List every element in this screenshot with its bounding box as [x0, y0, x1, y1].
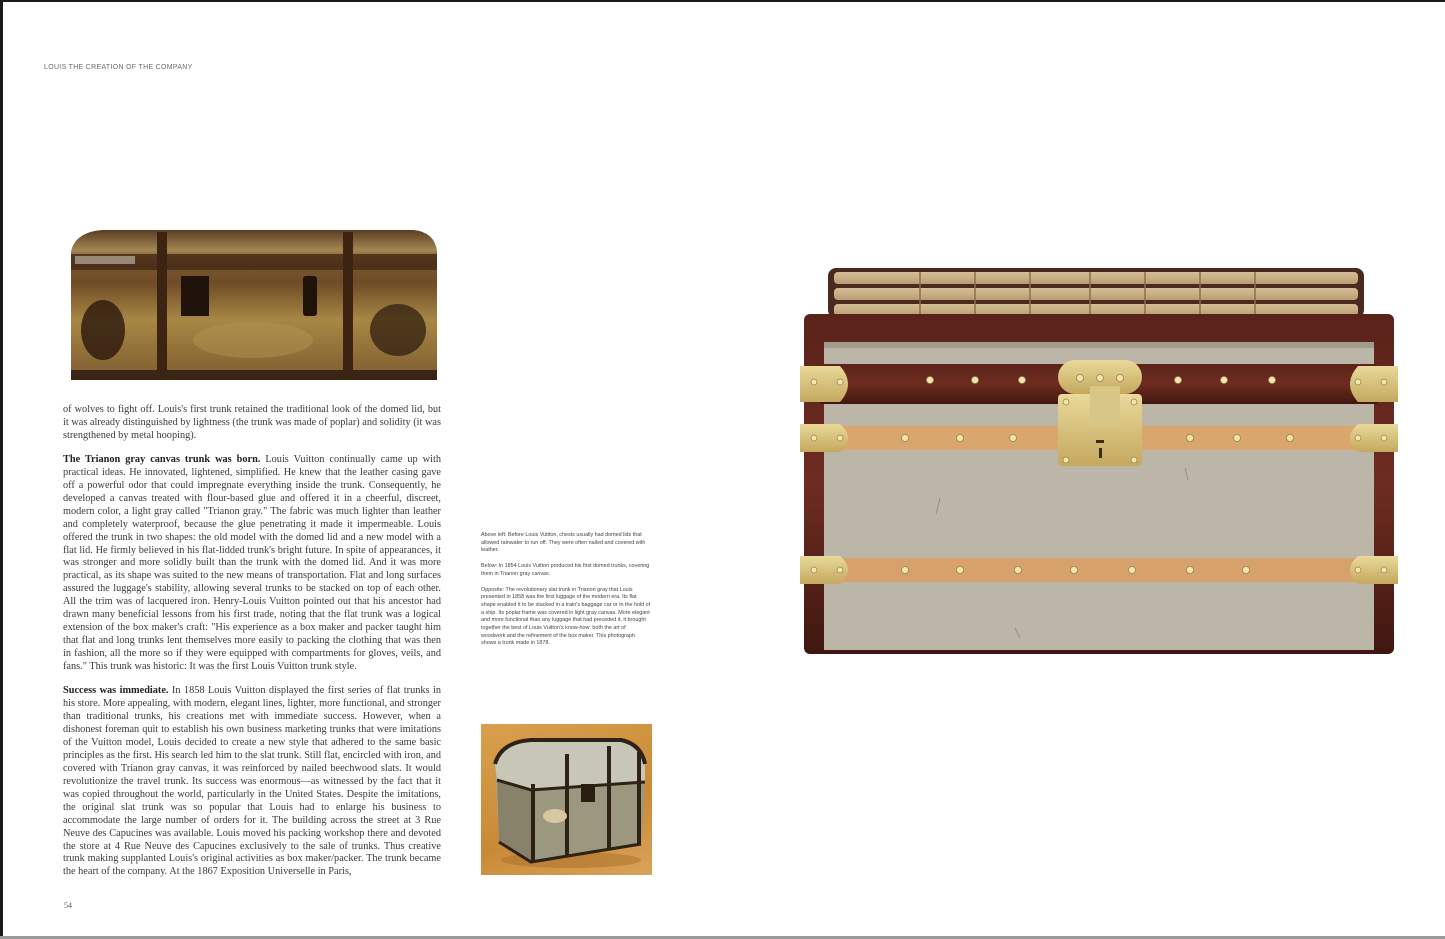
paragraph-text: Louis Vuitton continually came up with practical ideas. He innovated, lightened, simplified. He knew that the leather casing gave off a powerful odor that could impregnate everything inside the trunk. Consequently, he developed a canvas treated with flour-based glue and offered it in a cheerful, discreet, modern color, a light gray called "Trianon gray." The fabric was much lighter than leather and completely waterproof, because the glue penetrating it made it impermeable. Louis offered the trunk in two shapes: the old model with the domed lid and a new model with a flat lid. He firmly believed in his flat-lidded trunk's bright future. In spite of appearances, it was stronger and more solidly built than the trunk with the domed lid. And it was more practical, as its shape was suited to the new means of transportation. Flat and long surfaces assured the luggage's stability, allowing several trunks to be stacked on top of each other. All the trim was of lacquered iron. Henry-Louis Vuitton pointed out that his ancestor had drawn many beneficial lessons from his first trade, noting that the flat trunk was a logical extension of the box maker's craft: "His experience as a box maker and packer taught him that flat and long trunks lent themselves more easily to packing the clothing that was then in fashion, all the more so if they were equipped with compartments for gloves, veils, and fans." This trunk was historic: It was the first Louis Vuitton trunk style.	[63, 453, 441, 673]
page-edge-top	[0, 0, 1445, 2]
page-number: 54	[64, 901, 72, 910]
caption-below: Below: In 1854 Louis Vuitton produced his first domed trunks, covering them in Trianon gray canvas.	[481, 563, 650, 577]
page-edge-left	[0, 0, 3, 939]
paragraph-lead: Success was immediate.	[63, 685, 169, 697]
paragraph-lead: The Trianon gray canvas trunk was born.	[63, 453, 261, 465]
paragraph-text: In 1858 Louis Vuitton displayed the first series of flat trunks in his store. More appealing, with modern, elegant lines, lighter, more functional, and stronger than traditional trunks, his creations met with immediate success. However, when a dishonest foreman quit to establish his own business marketing trunks that were imitations of the Vuitton model, Louis decided to create a new style that adhered to the same basic principles as the first. His search led him to the slat trunk. Still flat, encircled with iron, and covered with Trianon gray canvas, it was reinforced by nailed beechwood slats. It would revolutionize the travel trunk. Its success was enormous—as witnessed by the fact that it was copied throughout the world, particularly in the United States. Despite the imitations, the original slat trunk was so popular that Louis had to enlarge his business to accommodate the large number of orders for it. The building across the street at 3 Rue Neuve des Capucines was available. Louis moved his packing workshop there and devoted the store at 4 Rue Neuve des Capucines exclusively to the sale of trunks. Thus creative trunk making supplanted Louis's original activities as box maker/packer. The trunk became the heart of the company. At the 1867 Exposition Universelle in Paris,	[63, 685, 441, 878]
caption-opposite: Opposite: The revolutionary slat trunk in Trianon gray that Louis presented in 1858 was the first luggage of the modern era. Its flat shape enabled it to be stacked in a train's baggage car or in the hold of a ship. Its poplar frame was covered in light gray canvas. More elegant and more functional than any luggage that had preceded it, it brought together the best of Louis Vuitton's know-how: both the art of woodwork and the refinement of the box maker. This photograph shows a trunk made in 1878.	[481, 586, 651, 647]
caption-above-left: Above left: Before Louis Vuitton, chests usually had domed lids that allowed rainwater to run off. They were often nailed and covered with leather.	[481, 532, 646, 554]
photo-antique-wooden-trunk	[63, 220, 441, 382]
body-text-column	[63, 404, 441, 890]
body-paragraph	[63, 404, 441, 443]
wooden-trunk-illustration	[63, 220, 441, 382]
caption-column	[481, 532, 651, 656]
domed-trunk-illustration	[481, 724, 652, 875]
photo-domed-trunk	[481, 724, 652, 875]
paragraph-text: of wolves to fight off. Louis's first trunk retained the traditional look of the domed lid, but it was already distinguished by lightness (the trunk was made of poplar) and solidity (it was strengthened by metal hooping).	[63, 404, 441, 441]
slat-trunk-illustration	[800, 268, 1398, 658]
body-paragraph	[63, 685, 441, 879]
body-paragraph	[63, 454, 441, 674]
running-head: LOUIS THE CREATION OF THE COMPANY	[44, 64, 193, 71]
photo-trianon-slat-trunk	[800, 268, 1398, 658]
